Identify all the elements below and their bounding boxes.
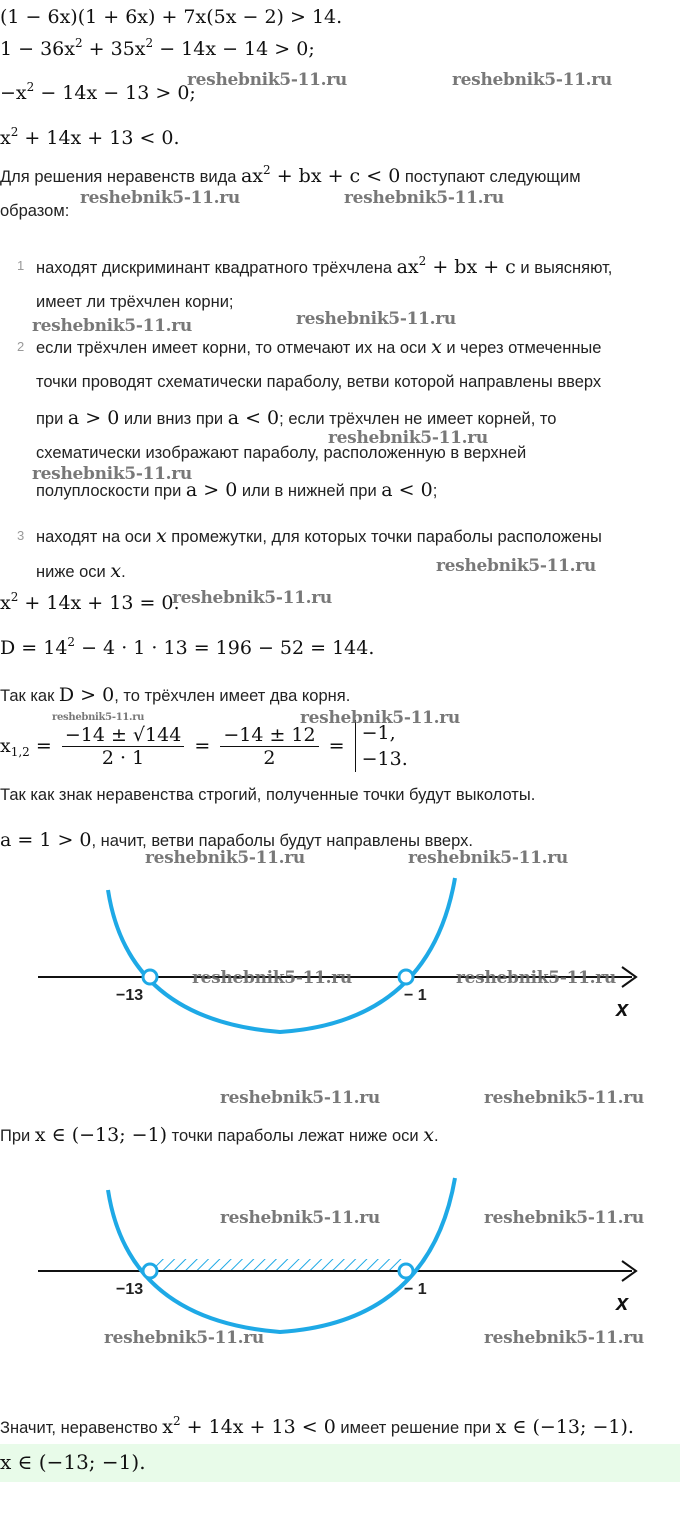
step-number-1: 1 — [17, 258, 25, 273]
watermark: reshebnik5-11.ru — [456, 968, 616, 988]
conclusion-text: Значит, неравенство $x^2 + 14x + 13 < 0$ имеет решение при x ∈ (−13; −1). — [0, 1414, 634, 1438]
roots-formula: $x_{1,2}$ = $\frac{-14 \pm √144}{2 \cdot 1}$ = $\frac{-14 \pm 12}{2}$ = −1, −13. — [0, 722, 408, 770]
answer-text: x ∈ (−13; −1). — [0, 1450, 146, 1474]
step-2-line-1: если трёхчлен имеет корни, то отмечают их на оси x и через отмеченные — [36, 336, 602, 358]
discriminant: $D = 14^2 - 4 \cdot 1 \cdot 13 = 196 - 52 = 144$. — [0, 635, 375, 659]
root-point-right — [399, 1264, 413, 1278]
equation-line-4: $x^2 + 14x + 13 < 0$. — [0, 125, 180, 149]
watermark: reshebnik5-11.ru — [484, 1208, 644, 1228]
parabola-curve — [108, 878, 455, 1032]
parabola-graph-2 — [0, 1150, 680, 1340]
quadratic-equation: $x^2 + 14x + 13 = 0$. — [0, 590, 180, 614]
axis-label: x — [616, 1290, 629, 1315]
watermark: reshebnik5-11.ru — [52, 712, 145, 723]
step-number-2: 2 — [17, 339, 25, 354]
watermark: reshebnik5-11.ru — [32, 316, 192, 336]
strict-text: Так как знак неравенства строгий, полученные точки будут выколоты. — [0, 786, 536, 804]
watermark: reshebnik5-11.ru — [32, 464, 192, 484]
root-point-left — [143, 970, 157, 984]
step-3-line-1: находят на оси x промежутки, для которых точки параболы расположены — [36, 525, 602, 547]
watermark: reshebnik5-11.ru — [192, 968, 352, 988]
watermark: reshebnik5-11.ru — [220, 1088, 380, 1108]
step-3-line-2: ниже оси x. — [36, 560, 126, 582]
intro-text-2: образом: — [0, 202, 70, 220]
step-number-3: 3 — [17, 528, 25, 543]
answer-box — [0, 1444, 680, 1482]
root-point-left — [143, 1264, 157, 1278]
watermark: reshebnik5-11.ru — [344, 188, 504, 208]
two-roots-text: Так как D > 0, то трёхчлен имеет два корня. — [0, 684, 351, 706]
fraction-1: $\frac{-14 \pm √144}{2 \cdot 1}$ — [62, 724, 184, 769]
parabola-graph-1 — [0, 850, 680, 1040]
root-label-right: − 1 — [404, 1281, 427, 1298]
watermark: reshebnik5-11.ru — [80, 188, 240, 208]
step-2-line-5: полуплоскости при a > 0 или в нижней при a < 0; — [36, 479, 438, 501]
watermark: reshebnik5-11.ru — [104, 1328, 264, 1348]
watermark: reshebnik5-11.ru — [484, 1088, 644, 1108]
equation-line-1: (1 − 6x)(1 + 6x) + 7x(5x − 2) > 14. — [0, 6, 343, 28]
branches-text: a = 1 > 0, начит, ветви параболы будут направлены вверх. — [0, 829, 473, 851]
step-1-line-2: имеет ли трёхчлен корни; — [36, 293, 234, 311]
step-2-line-3: при a > 0 или вниз при a < 0; если трёхчлен не имеет корней, то — [36, 407, 557, 429]
root-label-left: −13 — [116, 1281, 144, 1298]
solution-hatch — [154, 1259, 402, 1270]
fraction-2: $\frac{-14 \pm 12}{2}$ — [220, 724, 318, 769]
watermark: reshebnik5-11.ru — [172, 588, 332, 608]
root-label-right: − 1 — [404, 987, 427, 1004]
step-2-line-4: схематически изображают параболу, расположенную в верхней — [36, 444, 527, 462]
root-point-right — [399, 970, 413, 984]
watermark: reshebnik5-11.ru — [408, 848, 568, 868]
watermark: reshebnik5-11.ru — [484, 1328, 644, 1348]
watermark: reshebnik5-11.ru — [300, 708, 460, 728]
equation-line-3: $-x^2 - 14x - 13 > 0$; — [0, 80, 196, 104]
roots-system: −1, −13. — [355, 720, 408, 772]
intro-text: Для решения неравенств вида $ax^2$ + bx + c < 0 поступают следующим — [0, 163, 581, 187]
watermark: reshebnik5-11.ru — [296, 309, 456, 329]
root-label-left: −13 — [116, 987, 144, 1004]
parabola-curve — [108, 1178, 455, 1332]
watermark: reshebnik5-11.ru — [452, 70, 612, 90]
equation-line-2: $1 - 36x^2 + 35x^2 - 14x - 14 > 0$; — [0, 36, 315, 60]
watermark: reshebnik5-11.ru — [187, 70, 347, 90]
watermark: reshebnik5-11.ru — [145, 848, 305, 868]
below-axis-text: При x ∈ (−13; −1) точки параболы лежат ниже оси x. — [0, 1124, 439, 1146]
watermark: reshebnik5-11.ru — [220, 1208, 380, 1228]
step-1-line-1: находят дискриминант квадратного трёхчлена $ax^2$ + bx + c и выясняют, — [36, 254, 613, 278]
watermark: reshebnik5-11.ru — [328, 428, 488, 448]
axis-label: x — [616, 996, 629, 1021]
step-2-line-2: точки проводят схематически параболу, ветви которой направлены вверх — [36, 373, 602, 391]
watermark: reshebnik5-11.ru — [436, 556, 596, 576]
